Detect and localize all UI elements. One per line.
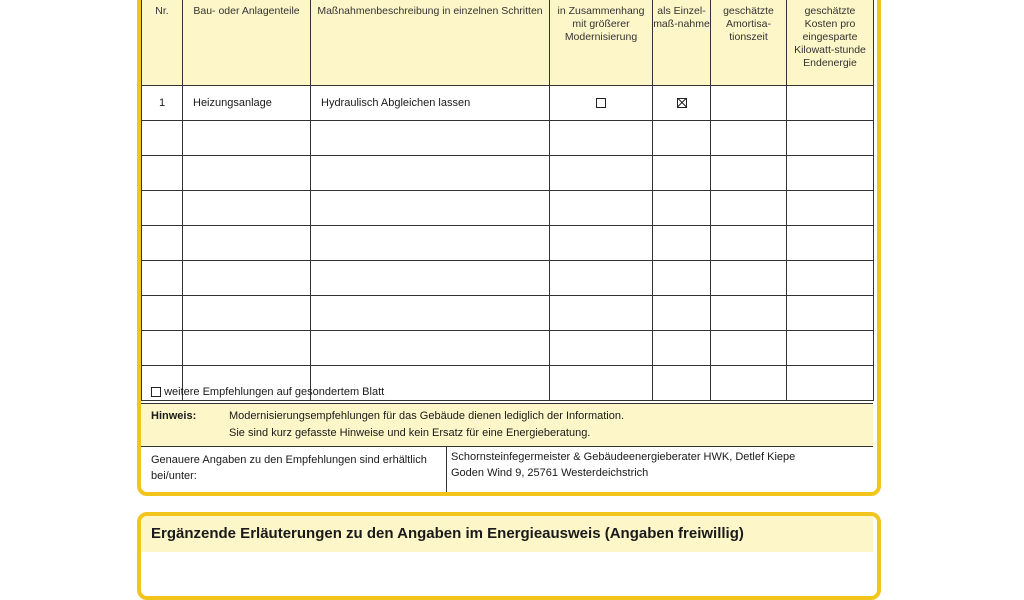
header-einzel: als Einzel-maß-nahme	[653, 0, 711, 86]
table-cell-empty[interactable]	[183, 331, 311, 366]
header-zusammenhang: in Zusammenhang mit größerer Modernisierung	[550, 0, 653, 86]
einzel-checkbox-checked[interactable]	[677, 98, 687, 108]
table-row-empty	[142, 296, 874, 331]
row-nr: 1	[142, 86, 183, 121]
table-cell-empty[interactable]	[787, 191, 874, 226]
table-cell-empty	[142, 191, 183, 226]
table-cell-empty[interactable]	[550, 191, 653, 226]
table-cell-empty[interactable]	[787, 331, 874, 366]
table-cell-empty	[142, 156, 183, 191]
header-amortisation: geschätzte Amortisa-tionszeit	[711, 0, 787, 86]
recommendations-table	[141, 0, 874, 401]
table-cell-empty[interactable]	[653, 226, 711, 261]
table-cell-empty	[142, 296, 183, 331]
table-cell-empty[interactable]	[711, 296, 787, 331]
table-cell-empty[interactable]	[183, 191, 311, 226]
table-cell-empty[interactable]	[311, 331, 550, 366]
table-cell-empty[interactable]	[787, 261, 874, 296]
row-bauteil[interactable]: Heizungsanlage	[183, 86, 311, 121]
header-beschreibung: Maßnahmenbeschreibung in einzelnen Schritten	[311, 0, 550, 86]
table-cell-empty[interactable]	[550, 331, 653, 366]
recommendations-panel	[137, 0, 881, 496]
table-cell-empty[interactable]	[787, 156, 874, 191]
table-cell-empty[interactable]	[183, 226, 311, 261]
row-kosten[interactable]	[787, 86, 874, 121]
table-row-empty	[142, 156, 874, 191]
table-cell-empty[interactable]	[550, 296, 653, 331]
table-cell-empty	[142, 121, 183, 156]
table-cell-empty	[142, 261, 183, 296]
source-line2: Goden Wind 9, 25761 Westerdeichstrich	[451, 467, 649, 479]
table-cell-empty[interactable]	[787, 226, 874, 261]
table-cell-empty[interactable]	[653, 156, 711, 191]
table-cell-empty	[142, 331, 183, 366]
table-cell-empty[interactable]	[787, 121, 874, 156]
zusammenhang-checkbox[interactable]	[596, 98, 606, 108]
more-recommendations-label: weitere Empfehlungen auf gesondertem Blatt	[164, 386, 385, 398]
row-zusammenhang-cell	[550, 86, 653, 121]
header-kosten: geschätzte Kosten pro eingesparte Kilowatt-stunde Endenergie	[787, 0, 874, 86]
table-cell-empty[interactable]	[653, 191, 711, 226]
hint-box	[141, 404, 873, 447]
row-amortisation[interactable]	[711, 86, 787, 121]
table-row-empty	[142, 261, 874, 296]
hint-text-line1: Modernisierungsempfehlungen für das Gebäude dienen lediglich der Information.	[229, 410, 625, 422]
table-cell-empty[interactable]	[183, 296, 311, 331]
table-row-empty	[142, 226, 874, 261]
table-cell-empty[interactable]	[311, 121, 550, 156]
additional-notes-title: Ergänzende Erläuterungen zu den Angaben im Energieausweis (Angaben freiwillig)	[141, 516, 873, 552]
row-einzel-cell	[653, 86, 711, 121]
table-cell-empty[interactable]	[550, 156, 653, 191]
table-cell-empty[interactable]	[711, 121, 787, 156]
table-cell-empty[interactable]	[311, 261, 550, 296]
source-divider	[446, 447, 447, 492]
table-cell-empty[interactable]	[787, 296, 874, 331]
table-cell-empty[interactable]	[183, 261, 311, 296]
table-cell-empty[interactable]	[311, 296, 550, 331]
table-cell-empty[interactable]	[550, 261, 653, 296]
table-cell-empty[interactable]	[183, 121, 311, 156]
table-cell-empty[interactable]	[711, 191, 787, 226]
table-cell-empty[interactable]	[311, 191, 550, 226]
additional-notes-panel	[137, 512, 881, 600]
table-cell-empty[interactable]	[311, 226, 550, 261]
table-header-row	[142, 0, 874, 86]
source-value[interactable]	[451, 449, 795, 481]
table-cell-empty[interactable]	[711, 331, 787, 366]
table-cell-empty[interactable]	[653, 331, 711, 366]
table-cell-empty[interactable]	[550, 226, 653, 261]
row-beschreibung[interactable]: Hydraulisch Abgleichen lassen	[311, 86, 550, 121]
table-cell-empty[interactable]	[711, 261, 787, 296]
table-cell-empty[interactable]	[311, 156, 550, 191]
hint-text-line2: Sie sind kurz gefasste Hinweise und kein Ersatz für eine Energieberatung.	[229, 427, 591, 439]
source-label: Genauere Angaben zu den Empfehlungen sind erhältlich bei/unter:	[151, 454, 427, 482]
table-row	[142, 86, 874, 121]
header-nr: Nr.	[142, 0, 183, 86]
header-bauteile: Bau- oder Anlagenteile	[183, 0, 311, 86]
table-cell-empty[interactable]	[711, 226, 787, 261]
more-recommendations-checkbox[interactable]	[151, 387, 161, 397]
table-cell-empty[interactable]	[550, 121, 653, 156]
source-line1: Schornsteinfegermeister & Gebäudeenergieberater HWK, Detlef Kiepe	[451, 451, 796, 463]
table-cell-empty[interactable]	[653, 261, 711, 296]
table-cell-empty[interactable]	[183, 156, 311, 191]
hint-label: Hinweis:	[151, 410, 197, 422]
table-row-empty	[142, 121, 874, 156]
table-cell-empty[interactable]	[711, 156, 787, 191]
table-cell-empty[interactable]	[653, 121, 711, 156]
table-row-empty	[142, 331, 874, 366]
table-cell-empty[interactable]	[653, 296, 711, 331]
more-recommendations-row	[141, 382, 873, 404]
table-cell-empty	[142, 226, 183, 261]
source-box	[141, 447, 873, 492]
table-row-empty	[142, 191, 874, 226]
